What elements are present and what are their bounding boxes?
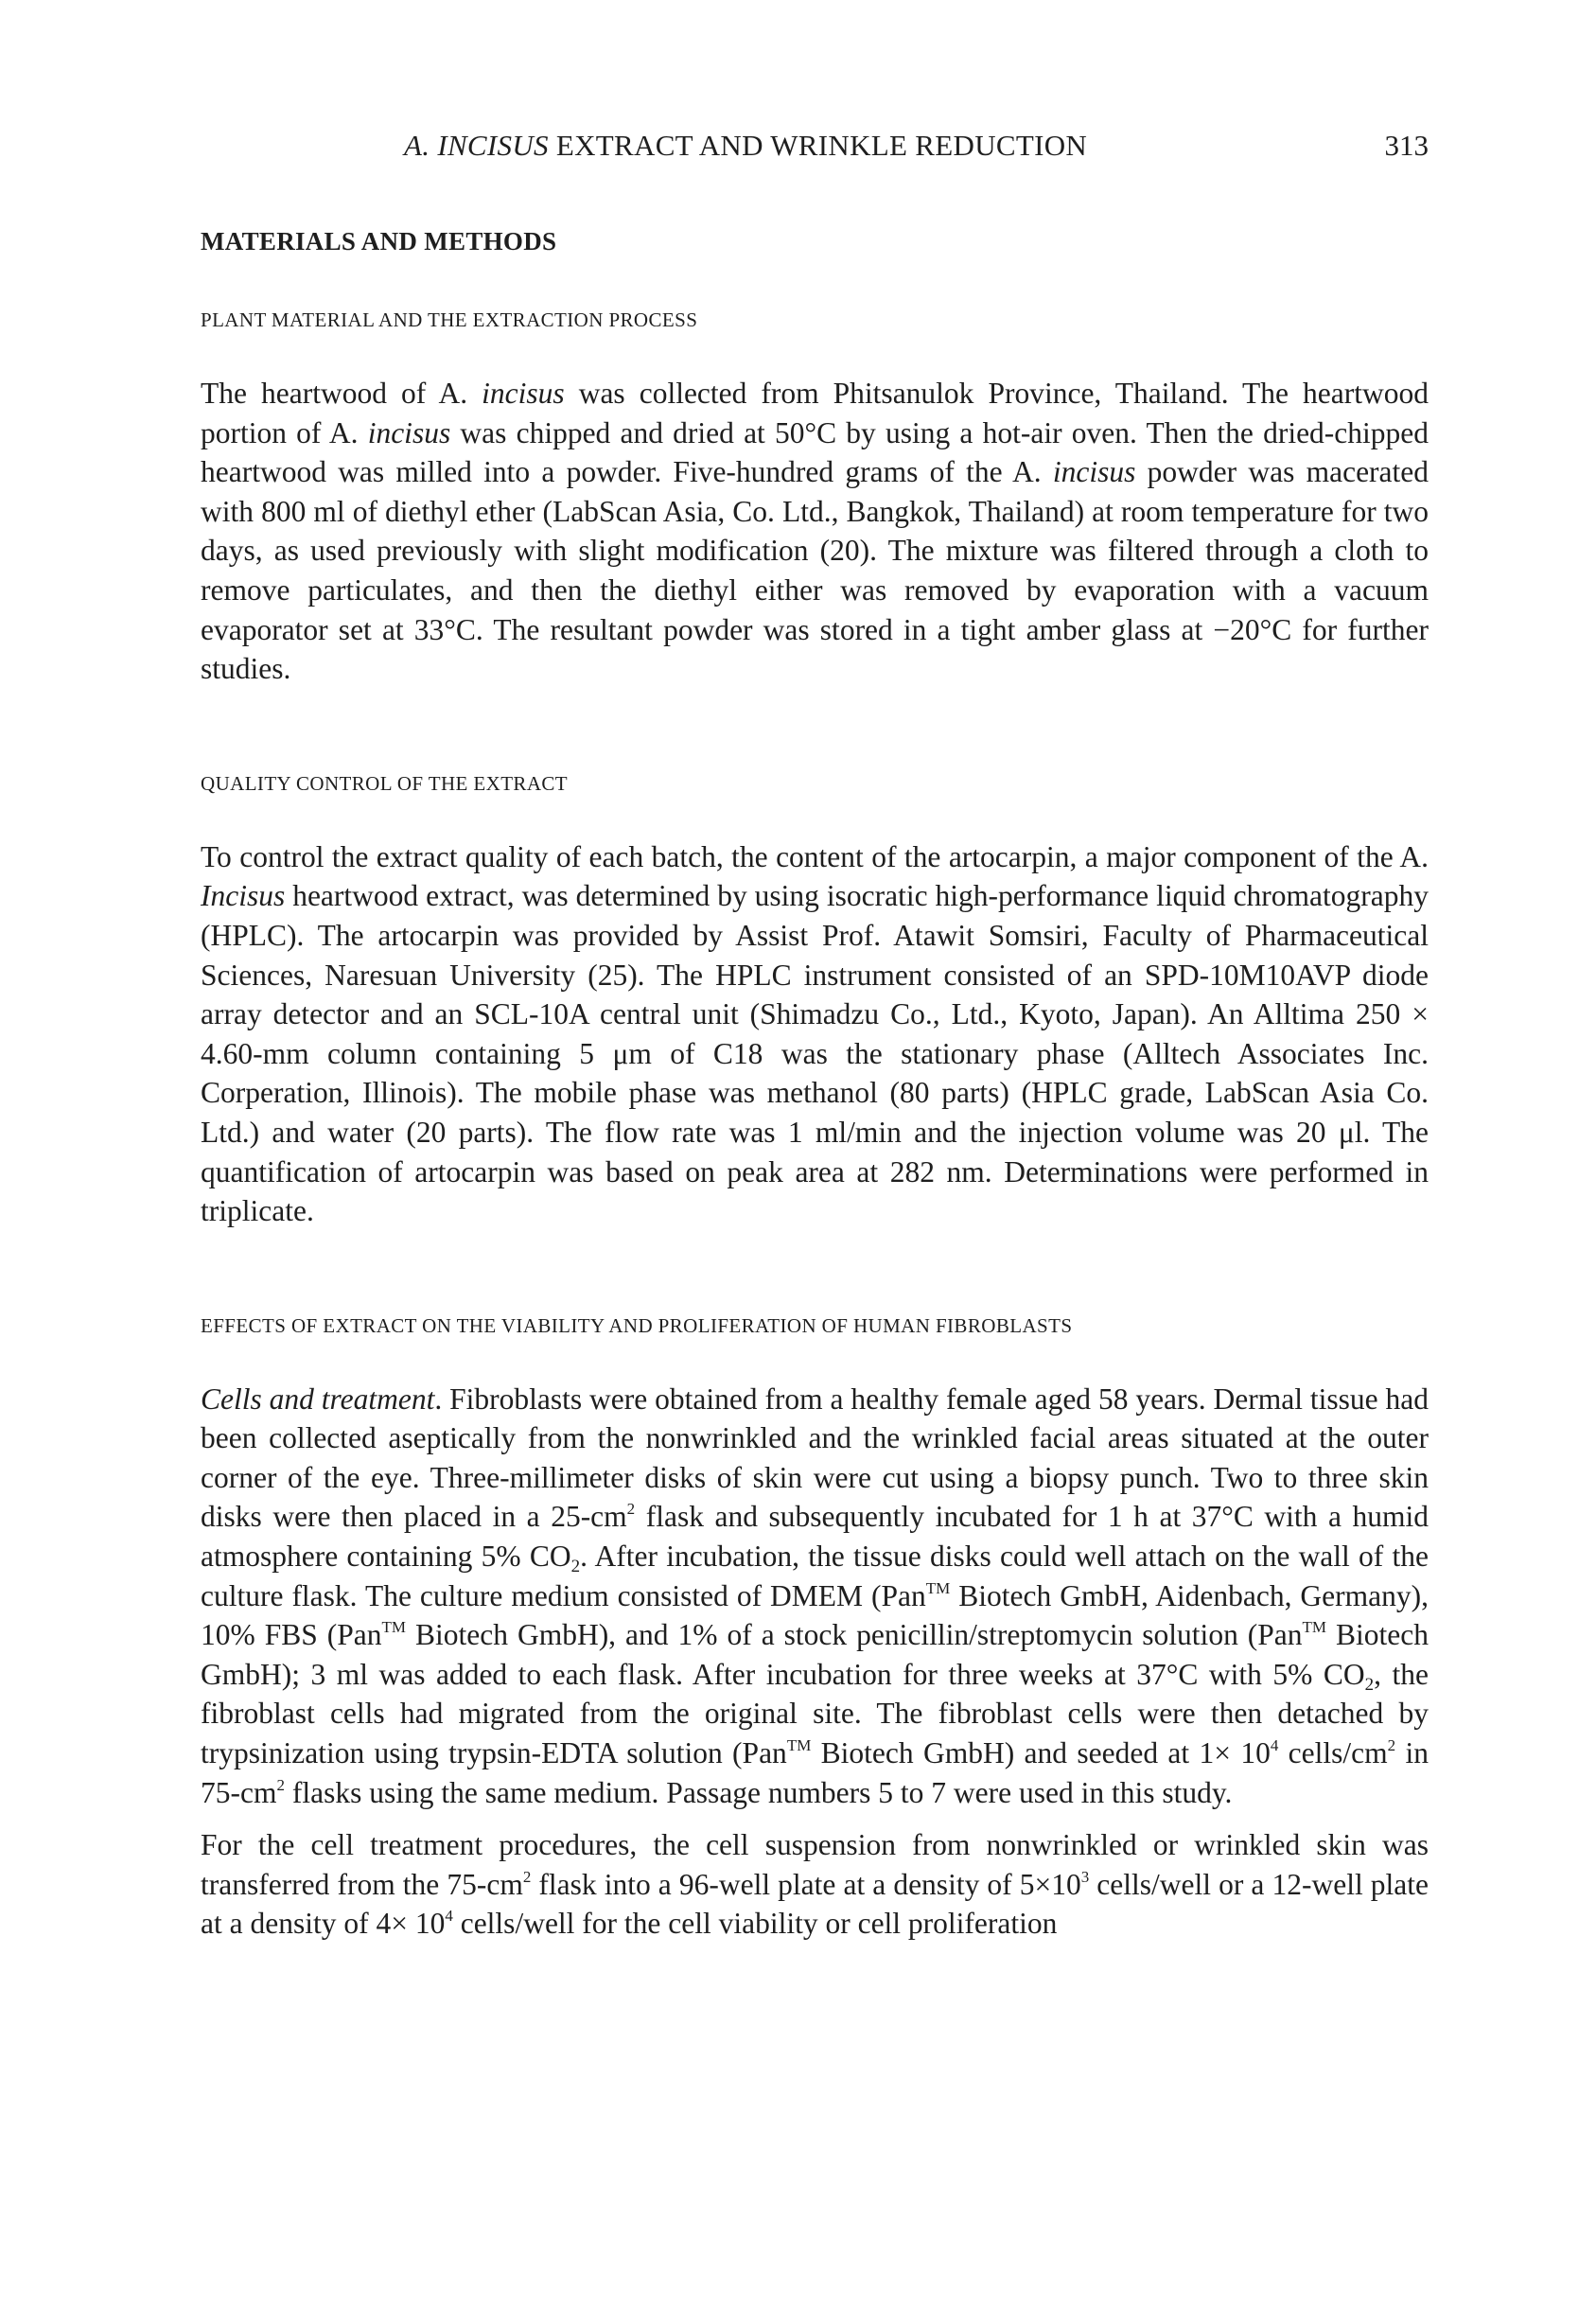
running-head (201, 129, 1429, 170)
paragraph: Cells and treatment. Fibroblasts were obtained from a healthy female aged 58 years. Dermal tissue had been collected aseptically from the nonwrinkled and the wrinkled facial areas situated at the outer corner of the eye. Three-millimeter disks of skin were cut using a biopsy punch. Two to three skin disks were then placed in a $25-cm^2$ flask and subsequently incubated for 1 h at 37°C with a humid atmosphere containing 5% $CO_2$. After incubation, the tissue disks could well attach on the wall of the culture flask. The culture medium consisted of DMEM (Pan™ Biotech GmbH, Aidenbach, Germany), 10% FBS (Pan™ Biotech GmbH), and 1% of a stock penicillin/streptomycin solution (Pan™ Biotech GmbH); 3 ml was added to each flask. After incubation for three weeks at 37°C with 5% $CO_2$, the fibroblast cells had migrated from the original site. The fibroblast cells were then detached by trypsinization using trypsin-EDTA solution (Pan™ Biotech GmbH) and seeded at $1\times 10^4$ cells/$cm^2$ in $75-cm^2$ flasks using the same medium. Passage numbers 5 to 7 were used in this study. (201, 1382, 1429, 1809)
superscript: 2 (1387, 1736, 1396, 1755)
subscript: 2 (1364, 1674, 1375, 1695)
italic-text: Cells and treatment (201, 1382, 435, 1416)
page-number: 313 (1384, 129, 1429, 162)
running-title (404, 129, 1087, 163)
paragraph: The heartwood of A. incisus was collected from Phitsanulok Province, Thailand. The heartwood portion of A. incisus was chipped and dried at 50°C by using a hot-air oven. Then the dried-chipped heartwood was milled into a powder. Five-hundred grams of the A. incisus powder was macerated with 800 ml of diethyl ether (LabScan Asia, Co. Ltd., Bangkok, Thailand) at room temperature for two days, as used previously with slight modification (20). The mixture was filtered through a cloth to remove particulates, and then the diethyl either was removed by evaporation with a vacuum evaporator set at 33°C. The resultant powder was stored in a tight amber glass at −20°C for further studies. (201, 377, 1429, 686)
subscript: 2 (570, 1557, 581, 1577)
superscript: 4 (1270, 1736, 1279, 1755)
superscript: 4 (445, 1907, 453, 1926)
italic-text: incisus (482, 377, 565, 410)
italic-text: Incisus (201, 879, 286, 913)
running-title-italic: A. INCISUS (404, 129, 549, 162)
superscript: 2 (626, 1500, 636, 1519)
running-title-rest: EXTRACT AND WRINKLE REDUCTION (548, 129, 1088, 162)
superscript: TM (381, 1618, 406, 1637)
superscript: 3 (1080, 1867, 1090, 1886)
paragraph: For the cell treatment procedures, the cell suspension from nonwrinkled or wrinkled skin was transferred from the $75-cm^2$ flask into a 96-well plate at a density of $5\times 10^3$ cells/well or a 12-well plate at a density of $4\times 10^4$ cells/well for the cell viability or cell proliferation (201, 1828, 1429, 1941)
italic-text: incisus (1052, 455, 1136, 489)
superscript: 2 (276, 1775, 285, 1794)
subsection-quality-control (201, 772, 1429, 1231)
superscript: TM (786, 1736, 812, 1755)
subsection-heading: QUALITY CONTROL OF THE EXTRACT (201, 771, 569, 795)
paragraph: To control the extract quality of each batch, the content of the artocarpin, a major component of the A. Incisus heartwood extract, was determined by using isocratic high-performance liquid chromatography (HPLC). The artocarpin was provided by Assist Prof. Atawit Somsiri, Faculty of Pharmaceutical Sciences, Naresuan University (25). The HPLC instrument consisted of an SPD-10M10AVP diode array detector and an SCL-10A central unit (Shimadzu Co., Ltd., Kyoto, Japan). An Alltima 250 × 4.60-mm column containing 5 μm of C18 was the stationary phase (Alltech Associates Inc. Corperation, Illinois). The mobile phase was methanol (80 parts) (HPLC grade, LabScan Asia Co. Ltd.) and water (20 parts). The flow rate was 1 ml/min and the injection volume was 20 μl. The quantification of artocarpin was based on peak area at 282 nm. Determinations were performed in triplicate. (201, 839, 1429, 1228)
superscript: TM (1302, 1618, 1327, 1637)
italic-text: incisus (367, 415, 451, 449)
article-body (201, 227, 1429, 1944)
section-heading: MATERIALS AND METHODS (201, 227, 557, 255)
subsection-heading: EFFECTS OF EXTRACT ON THE VIABILITY AND PROLIFERATION OF HUMAN FIBROBLASTS (201, 1313, 1073, 1337)
superscript: TM (925, 1578, 951, 1597)
subsection-fibroblast-effects (201, 1314, 1429, 1944)
subsection-plant-material (201, 308, 1429, 689)
subsection-heading: PLANT MATERIAL AND THE EXTRACTION PROCESS (201, 308, 698, 331)
superscript: 2 (522, 1867, 532, 1886)
